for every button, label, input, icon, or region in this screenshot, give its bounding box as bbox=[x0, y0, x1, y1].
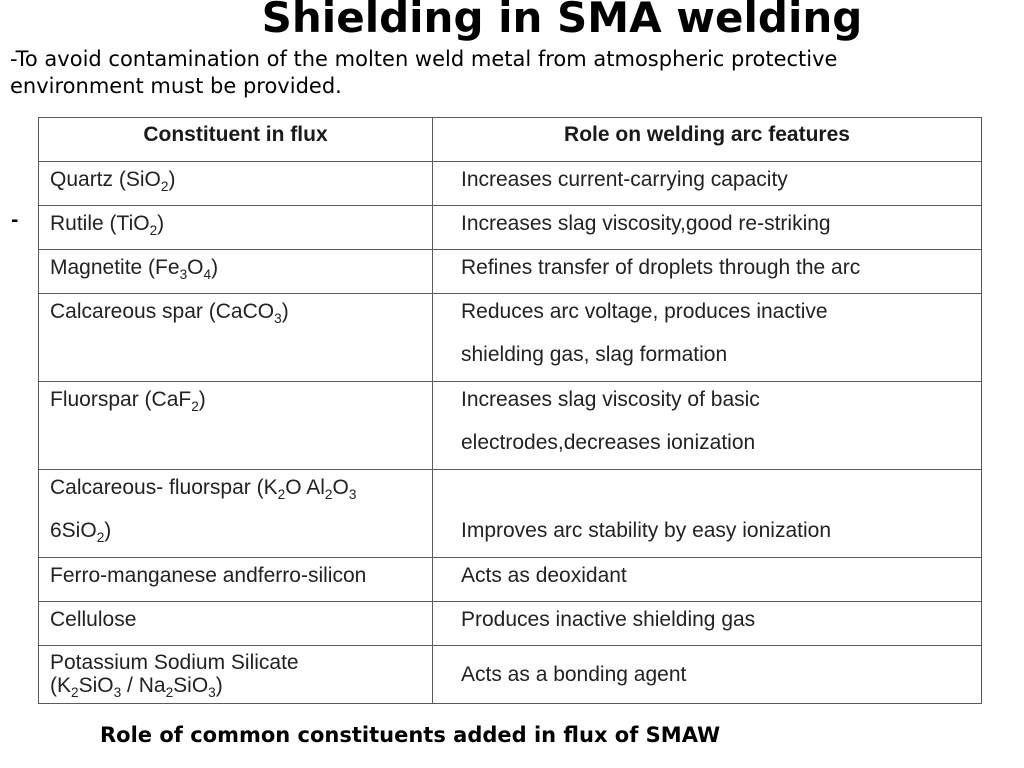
constituent-cell: Rutile (TiO$_2$) bbox=[39, 206, 433, 250]
table-row bbox=[39, 206, 982, 250]
slide-title: Shielding in SMA welding bbox=[261, 0, 863, 42]
constituent-line-2: 6SiO$_2$) bbox=[50, 519, 112, 545]
constituent-cell: Fluorspar (CaF$_2$) bbox=[39, 382, 433, 470]
role-cell: Produces inactive shielding gas bbox=[433, 602, 982, 646]
constituent-line-2: $(K_2SiO_3 / Na_2SiO_3)$ bbox=[50, 674, 223, 700]
table-row bbox=[39, 602, 982, 646]
constituent-line-1: Potassium Sodium Silicate bbox=[50, 651, 299, 674]
role-cell bbox=[433, 294, 982, 382]
constituent-cell: Cellulose bbox=[39, 602, 433, 646]
role-cell bbox=[433, 470, 982, 558]
constituent-line-1: Calcareous- fluorspar ($K_2O$ $Al_2O_3$ bbox=[50, 476, 357, 502]
constituent-cell bbox=[39, 646, 433, 704]
role-cell: Increases current-carrying capacity bbox=[433, 162, 982, 206]
role-cell: Increases slag viscosity,good re-striking bbox=[433, 206, 982, 250]
role-line-2: shielding gas, slag formation bbox=[461, 343, 728, 366]
table-row bbox=[39, 250, 982, 294]
role-line-1: Increases slag viscosity of basic bbox=[461, 388, 760, 411]
role-line-1: Reduces arc voltage, produces inactive bbox=[461, 300, 828, 323]
intro-text: -To avoid contamination of the molten weld metal from atmospheric protective environment must be provided. bbox=[10, 47, 838, 98]
table-row bbox=[39, 382, 982, 470]
table-caption: Role of common constituents added in flux of SMAW bbox=[100, 723, 721, 747]
header-role: Role on welding arc features bbox=[433, 118, 982, 162]
flux-constituents-table bbox=[38, 117, 982, 704]
constituent-cell: Calcareous spar (CaCO$_3$) bbox=[39, 294, 433, 382]
role-cell: Refines transfer of droplets through the arc bbox=[433, 250, 982, 294]
header-constituent: Constituent in flux bbox=[39, 118, 433, 162]
constituent-cell bbox=[39, 470, 433, 558]
role-cell: Acts as deoxidant bbox=[433, 558, 982, 602]
bullet-dash: - bbox=[11, 210, 19, 231]
constituent-cell: Magnetite $(Fe_3O_4)$ bbox=[39, 250, 433, 294]
table-row bbox=[39, 558, 982, 602]
table-row bbox=[39, 646, 982, 704]
role-cell: Acts as a bonding agent bbox=[433, 646, 982, 704]
role-text: Improves arc stability by easy ionization bbox=[461, 519, 831, 542]
role-cell bbox=[433, 382, 982, 470]
table-header-row bbox=[39, 118, 982, 162]
table-row bbox=[39, 294, 982, 382]
constituent-cell: Ferro-manganese andferro-silicon bbox=[39, 558, 433, 602]
table-row bbox=[39, 162, 982, 206]
table-row bbox=[39, 470, 982, 558]
role-line-2: electrodes,decreases ionization bbox=[461, 431, 756, 454]
constituent-cell: Quartz (SiO$_2$) bbox=[39, 162, 433, 206]
